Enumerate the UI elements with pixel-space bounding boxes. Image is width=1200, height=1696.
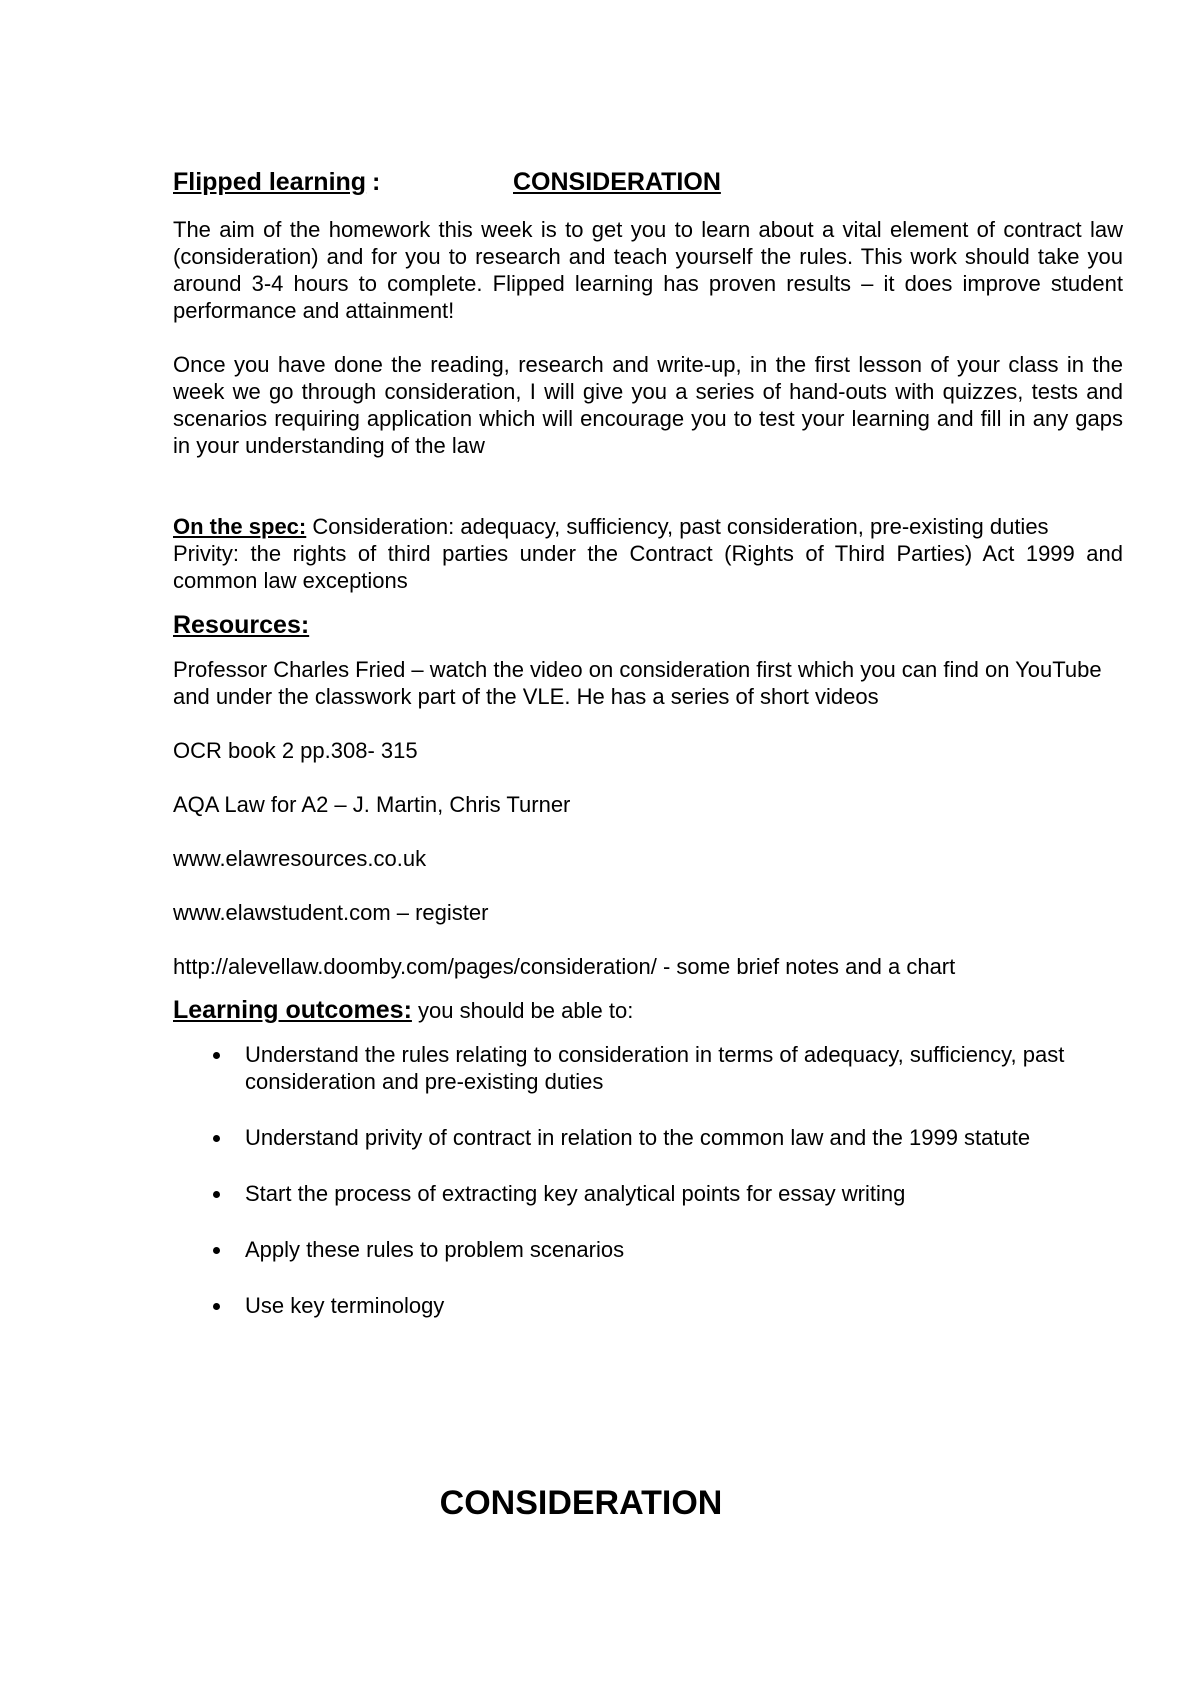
list-item (173, 1180, 1123, 1207)
bullet-icon (213, 1052, 220, 1059)
section-title-text: CONSIDERATION (439, 1484, 723, 1522)
outcomes-heading-line (173, 994, 1123, 1027)
spacer (173, 324, 1123, 351)
resource-link[interactable]: http://alevellaw.doomby.com/pages/consideration/ - some brief notes and a chart (173, 954, 956, 979)
bullet-icon (213, 1135, 220, 1142)
resource-item: OCR book 2 pp.308- 315 (173, 738, 418, 763)
intro-paragraph-2: Once you have done the reading, research and write-up, in the first lesson of your class in the week we go through consideration, I will give you a series of hand-outs with quizzes, tests and scenarios requiring application which will encourage you to test your learning and fill in any gaps in your understanding of the law (173, 352, 1123, 458)
spec-consideration-text: Consideration: adequacy, sufficiency, past consideration, pre-existing duties (306, 514, 1049, 539)
outcome-text: Understand privity of contract in relation to the common law and the 1999 statute (245, 1125, 1031, 1150)
bullet-icon (213, 1191, 220, 1198)
outcome-text: Understand the rules relating to consideration in terms of adequacy, sufficiency, past consideration and pre-existing duties (245, 1042, 1065, 1094)
outcomes-list (173, 1041, 1123, 1319)
bullet-icon (213, 1247, 220, 1254)
outcomes-lead-text: you should be able to: (411, 998, 634, 1023)
spec-privity: Privity: the rights of third parties under the Contract (Rights of Third Parties) Act 1999 and common law exceptions (173, 541, 1123, 593)
spec-consideration (173, 513, 1123, 540)
intro-paragraph-1: The aim of the homework this week is to get you to learn about a vital element of contract law (consideration) and for you to research and teach yourself the rules. This work should take you around 3-4 hours to complete. Flipped learning has proven results – it does improve student performance and attainment! (173, 217, 1123, 323)
document-page (173, 165, 1123, 1348)
outcome-text: Use key terminology (245, 1293, 445, 1318)
list-item (173, 1041, 1123, 1095)
list-item (173, 1292, 1123, 1319)
resource-link[interactable]: www.elawresources.co.uk (173, 846, 427, 871)
title-colon: : (372, 168, 381, 196)
section-title (0, 1483, 1200, 1523)
title-label-group (173, 165, 513, 199)
spacer (173, 459, 1123, 513)
outcomes-heading: Learning outcomes: (173, 996, 412, 1024)
resources-heading: Resources: (173, 611, 310, 639)
outcome-text: Apply these rules to problem scenarios (245, 1237, 625, 1262)
resource-link[interactable]: www.elawstudent.com – register (173, 900, 489, 925)
title-topic: CONSIDERATION (513, 168, 721, 196)
list-item (173, 1236, 1123, 1263)
title-label: Flipped learning (173, 168, 367, 196)
resources-list (173, 656, 1123, 980)
outcome-text: Start the process of extracting key analytical points for essay writing (245, 1181, 906, 1206)
list-item (173, 1124, 1123, 1151)
spec-label: On the spec: (173, 514, 307, 539)
bullet-icon (213, 1303, 220, 1310)
resource-item: Professor Charles Fried – watch the video on consideration first which you can find on YouTube and under the classwork part of the VLE. He has a series of short videos (173, 657, 1102, 709)
document-title-line (173, 165, 1123, 199)
resource-item: AQA Law for A2 – J. Martin, Chris Turner (173, 792, 571, 817)
